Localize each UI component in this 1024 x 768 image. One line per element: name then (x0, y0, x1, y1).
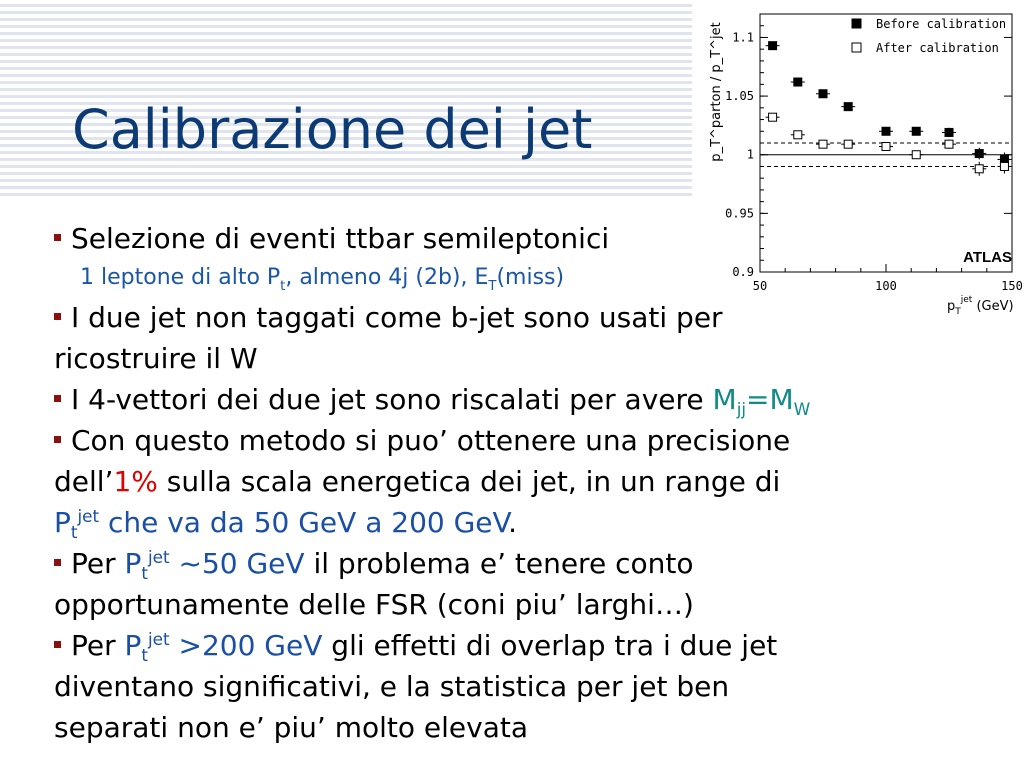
precision-value: 1% (113, 465, 158, 498)
sub-text-a: 1 leptone di alto P (80, 265, 281, 290)
data-point-before (945, 128, 953, 136)
data-point-after (844, 140, 852, 148)
bullet-4 (54, 420, 1014, 461)
per-text: Per (71, 629, 125, 662)
data-point-after (819, 140, 827, 148)
data-point-before (844, 103, 852, 111)
bullet-marker (54, 559, 61, 566)
range-text: che va da 50 GeV a 200 GeV (99, 506, 509, 539)
bullet-4-rest: sulla scala energetica dei jet, in un range di (157, 465, 781, 498)
bullet-marker (54, 436, 61, 443)
bullet-1 (54, 218, 1014, 259)
bullet-4-text: Con questo metodo si puo’ ottenere una precisione (71, 424, 791, 457)
bullet-3-text: I 4-vettori dei due jet sono riscalati per avere (71, 383, 713, 416)
p-symbol: P (124, 547, 142, 580)
bullet-1-text: Selezione di eventi ttbar semileptonici (71, 222, 610, 255)
bullet-2 (54, 297, 1014, 338)
data-point-before (769, 42, 777, 50)
bullet-marker (54, 234, 61, 241)
jet-sup: jet (148, 547, 170, 567)
data-point-before (819, 90, 827, 98)
y-tick-label: 1 (746, 147, 754, 162)
legend-marker (852, 19, 861, 28)
bullet-3 (54, 379, 1014, 420)
jet-sup: jet (77, 506, 100, 526)
bullet-marker (54, 313, 61, 320)
data-point-after (769, 113, 777, 121)
p-symbol: P (54, 506, 71, 539)
bullet-4-cont2 (54, 502, 1014, 543)
sub-text-b: , almeno 4j (2b), E (285, 265, 489, 290)
x-axis-label: $p_T^{jet}$ (GeV) (947, 295, 1014, 316)
data-point-before (882, 127, 890, 135)
data-point-after (975, 165, 983, 173)
y-tick-label: 0.9 (732, 265, 754, 279)
t-sub: t (141, 645, 149, 665)
per-text: Per (71, 547, 125, 580)
y-tick-label: 1.1 (732, 30, 754, 45)
p-symbol: P (124, 629, 142, 662)
x-tick-label: 50 (752, 279, 768, 293)
bullet-6-cont2: separati non e’ piu’ molto elevata (54, 711, 529, 744)
bullet-6-cont: diventano significativi, e la statistica per jet ben (54, 670, 730, 703)
data-point-before (912, 127, 920, 135)
atlas-label: ATLAS (963, 249, 1012, 266)
bullet-6-rest: gli effetti di overlap tra i due jet (322, 629, 778, 662)
bullet-4-cont (54, 461, 1014, 502)
data-point-after (794, 131, 802, 139)
data-point-before (794, 78, 802, 86)
pt-value: >200 GeV (169, 629, 323, 662)
legend-entry: Before calibration (876, 17, 1007, 31)
jet-sup: jet (148, 629, 170, 649)
legend-entry: After calibration (876, 41, 999, 55)
data-point-before (975, 150, 983, 158)
pt-low (124, 547, 305, 583)
t-sub: t (141, 563, 149, 583)
data-point-after (1000, 162, 1008, 170)
data-point-after (912, 151, 920, 159)
legend-marker (852, 43, 861, 52)
t-sub: t (70, 522, 78, 542)
pt-range (54, 506, 509, 542)
bullet-2-text: I due jet non taggati come b-jet sono usati per (71, 301, 723, 334)
y-tick-label: 0.95 (725, 206, 754, 221)
w-sub: W (793, 399, 811, 419)
pt-high (124, 629, 323, 665)
bullet-5-cont: opportunamente delle FSR (coni piu’ larghi…) (54, 588, 694, 621)
period: . (508, 506, 517, 539)
bullet-2-cont: ricostruire il W (54, 342, 258, 375)
mass-formula (712, 383, 811, 419)
sub-T: T (488, 279, 497, 294)
m-w: =M (746, 383, 794, 416)
slide-body (54, 218, 1014, 748)
bullet-5 (54, 543, 1014, 584)
data-point-after (882, 143, 890, 151)
slide-title: Calibrazione dei jet (72, 98, 593, 161)
dell-text: dell’ (54, 465, 114, 498)
bullet-5-rest: il problema e’ tenere conto (304, 547, 694, 580)
sub-t: t (280, 279, 286, 294)
y-axis-label: p_T^parton / p_T^jet (709, 22, 724, 162)
jj-sub: jj (736, 399, 747, 419)
m-jj: M (712, 383, 737, 416)
bullet-marker (54, 641, 61, 648)
y-tick-label: 1.05 (725, 89, 754, 104)
x-tick-label: 100 (875, 279, 897, 293)
pt-value: ~50 GeV (169, 547, 305, 580)
sub-text-c: (miss) (496, 265, 565, 290)
bullet-1-subline (54, 259, 1014, 297)
bullet-6 (54, 625, 1014, 666)
bullet-marker (54, 395, 61, 402)
data-point-after (945, 140, 953, 148)
x-tick-label: 150 (1001, 279, 1023, 293)
